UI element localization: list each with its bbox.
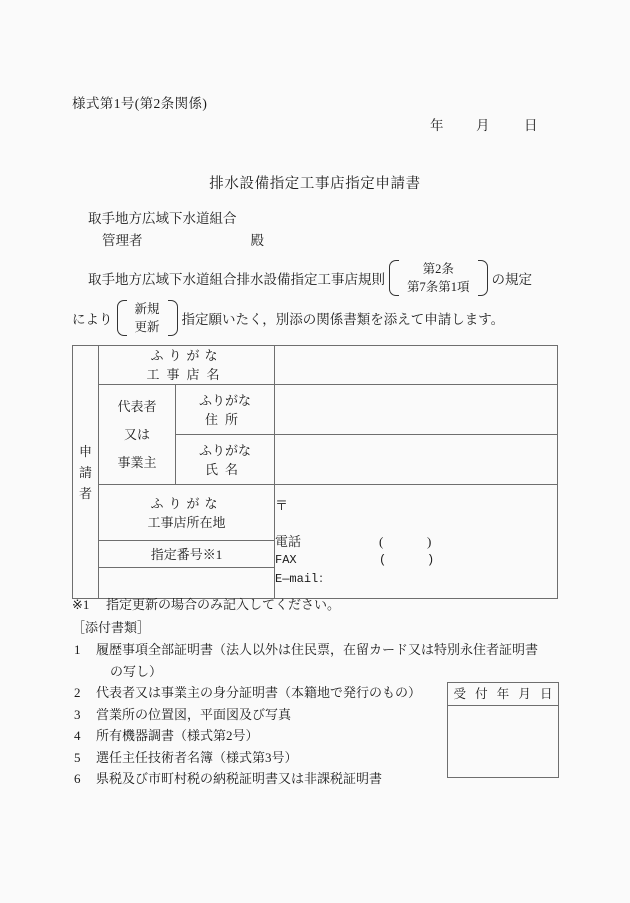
representative-line-2: 又は <box>123 426 150 442</box>
type-option-renewal[interactable]: 更新 <box>134 320 160 334</box>
footnote-line <box>72 594 572 616</box>
table-row-shop-name <box>73 346 558 385</box>
attachment-number: 4 <box>74 728 81 743</box>
footnote-mark: ※1 <box>72 597 90 612</box>
applicant-table <box>72 345 558 599</box>
address-label: 住所 <box>205 411 246 427</box>
telephone-paren-open: ( <box>379 533 384 549</box>
bracket-right-icon <box>169 299 178 337</box>
addressee-role-line <box>88 230 264 252</box>
date-month-label: 月 <box>476 118 490 133</box>
body-paragraph <box>72 258 572 338</box>
location-label: 工事店所在地 <box>147 514 226 530</box>
attachment-text: 選任主任技術者名簿（様式第3号） <box>96 749 298 765</box>
representative-line-3: 事業主 <box>117 454 157 470</box>
fax-paren-open: ( <box>379 552 387 567</box>
receipt-date-entry-area[interactable] <box>448 706 558 774</box>
attachment-number: 3 <box>74 706 81 722</box>
date-day-label: 日 <box>524 118 538 133</box>
designation-number-label: 指定番号※1 <box>150 546 223 562</box>
telephone-label: 電話 <box>275 533 302 549</box>
bracket-left-icon <box>117 299 126 337</box>
form-number: 様式第1号(第2条関係) <box>72 96 208 111</box>
article-option-2[interactable]: 第7条第1項 <box>407 280 470 294</box>
receipt-date-box <box>447 682 559 778</box>
attachments-heading: ［添付書類］ <box>72 619 151 635</box>
representative-label-cell <box>99 385 176 485</box>
type-choice-options <box>126 299 169 337</box>
attachment-number: 2 <box>74 685 81 700</box>
table-row-location <box>73 485 558 541</box>
body-line-1 <box>72 258 572 298</box>
article-choice-group[interactable] <box>389 259 488 297</box>
applicant-vertical-label <box>73 346 99 599</box>
attachment-number: 6 <box>74 771 81 786</box>
attachment-text: 履歴事項全部証明書（法人以外は住民票，在留カード又は特別永住者証明書 <box>96 642 539 657</box>
name-label-cell <box>176 435 275 485</box>
bracket-left-icon <box>389 259 398 297</box>
shop-name-label: 工事店名 <box>146 367 227 382</box>
name-input-cell[interactable] <box>275 435 558 485</box>
addressee-organization: 取手地方広域下水道組合 <box>88 211 237 226</box>
email-label: E—mail： <box>275 571 331 586</box>
body-after-article-text: の規定 <box>491 272 533 287</box>
designation-number-label-cell <box>99 541 275 568</box>
address-label-cell <box>176 385 275 435</box>
location-furigana-label: ふりがな <box>150 495 223 511</box>
postal-mark-icon: 〒 <box>275 497 289 513</box>
receipt-date-header: 受 付 年 月 日 <box>448 683 558 706</box>
address-furigana-label: ふりがな <box>199 392 252 408</box>
footnote-text: 指定更新の場合のみ記入してください。 <box>106 597 341 612</box>
telephone-paren-close: ) <box>427 533 432 549</box>
body-by-text: により <box>72 312 113 327</box>
table-row-address <box>73 385 558 435</box>
telephone-line[interactable] <box>275 532 557 551</box>
date-line <box>430 114 538 134</box>
shop-name-label-cell <box>99 346 275 385</box>
body-lead-text: 取手地方広域下水道組合排水設備指定工事店規則 <box>88 272 385 287</box>
fax-paren-close: ) <box>427 552 435 567</box>
representative-line-1: 代表者 <box>117 398 157 414</box>
address-input-cell[interactable] <box>275 385 558 435</box>
contact-input-cell[interactable] <box>275 485 558 599</box>
name-furigana-label: ふりがな <box>199 442 252 458</box>
attachment-text: 県税及び市町村税の納税証明書又は非課税証明書 <box>96 771 383 786</box>
shop-name-input-cell[interactable] <box>275 346 558 385</box>
applicant-char-3: 者 <box>78 485 92 501</box>
attachment-text: 所有機器調書（様式第2号） <box>96 728 259 743</box>
type-option-new[interactable]: 新規 <box>134 302 160 316</box>
attachment-text-continued: の写し） <box>110 663 163 679</box>
applicant-char-1: 申 <box>78 443 92 459</box>
attachment-number: 1 <box>74 642 81 657</box>
article-choice-options <box>398 259 479 297</box>
shop-name-furigana-label: ふりがな <box>150 348 223 363</box>
fax-line[interactable] <box>275 551 557 570</box>
date-year-label: 年 <box>430 118 444 133</box>
document-title: 排水設備指定工事店指定申請書 <box>209 176 421 192</box>
addressee-block <box>88 208 264 252</box>
location-label-cell <box>99 485 275 541</box>
attachment-text: 営業所の位置図，平面図及び写真 <box>96 706 292 722</box>
fax-label: FAX <box>275 552 297 567</box>
addressee-honorific: 殿 <box>250 233 264 248</box>
article-option-1[interactable]: 第2条 <box>422 262 454 276</box>
applicant-char-2: 請 <box>78 464 92 480</box>
addressee-role: 管理者 <box>102 233 143 248</box>
attachment-number: 5 <box>74 749 81 765</box>
bracket-right-icon <box>479 259 488 297</box>
attachment-text: 代表者又は事業主の身分証明書（本籍地で発行のもの） <box>96 685 422 700</box>
email-line[interactable] <box>275 570 557 589</box>
type-choice-group[interactable] <box>117 299 178 337</box>
name-label: 氏名 <box>205 461 246 477</box>
body-line-2 <box>72 298 572 338</box>
list-item <box>72 639 572 682</box>
body-tail-text: 指定願いたく，別添の関係書類を添えて申請します。 <box>181 312 505 327</box>
